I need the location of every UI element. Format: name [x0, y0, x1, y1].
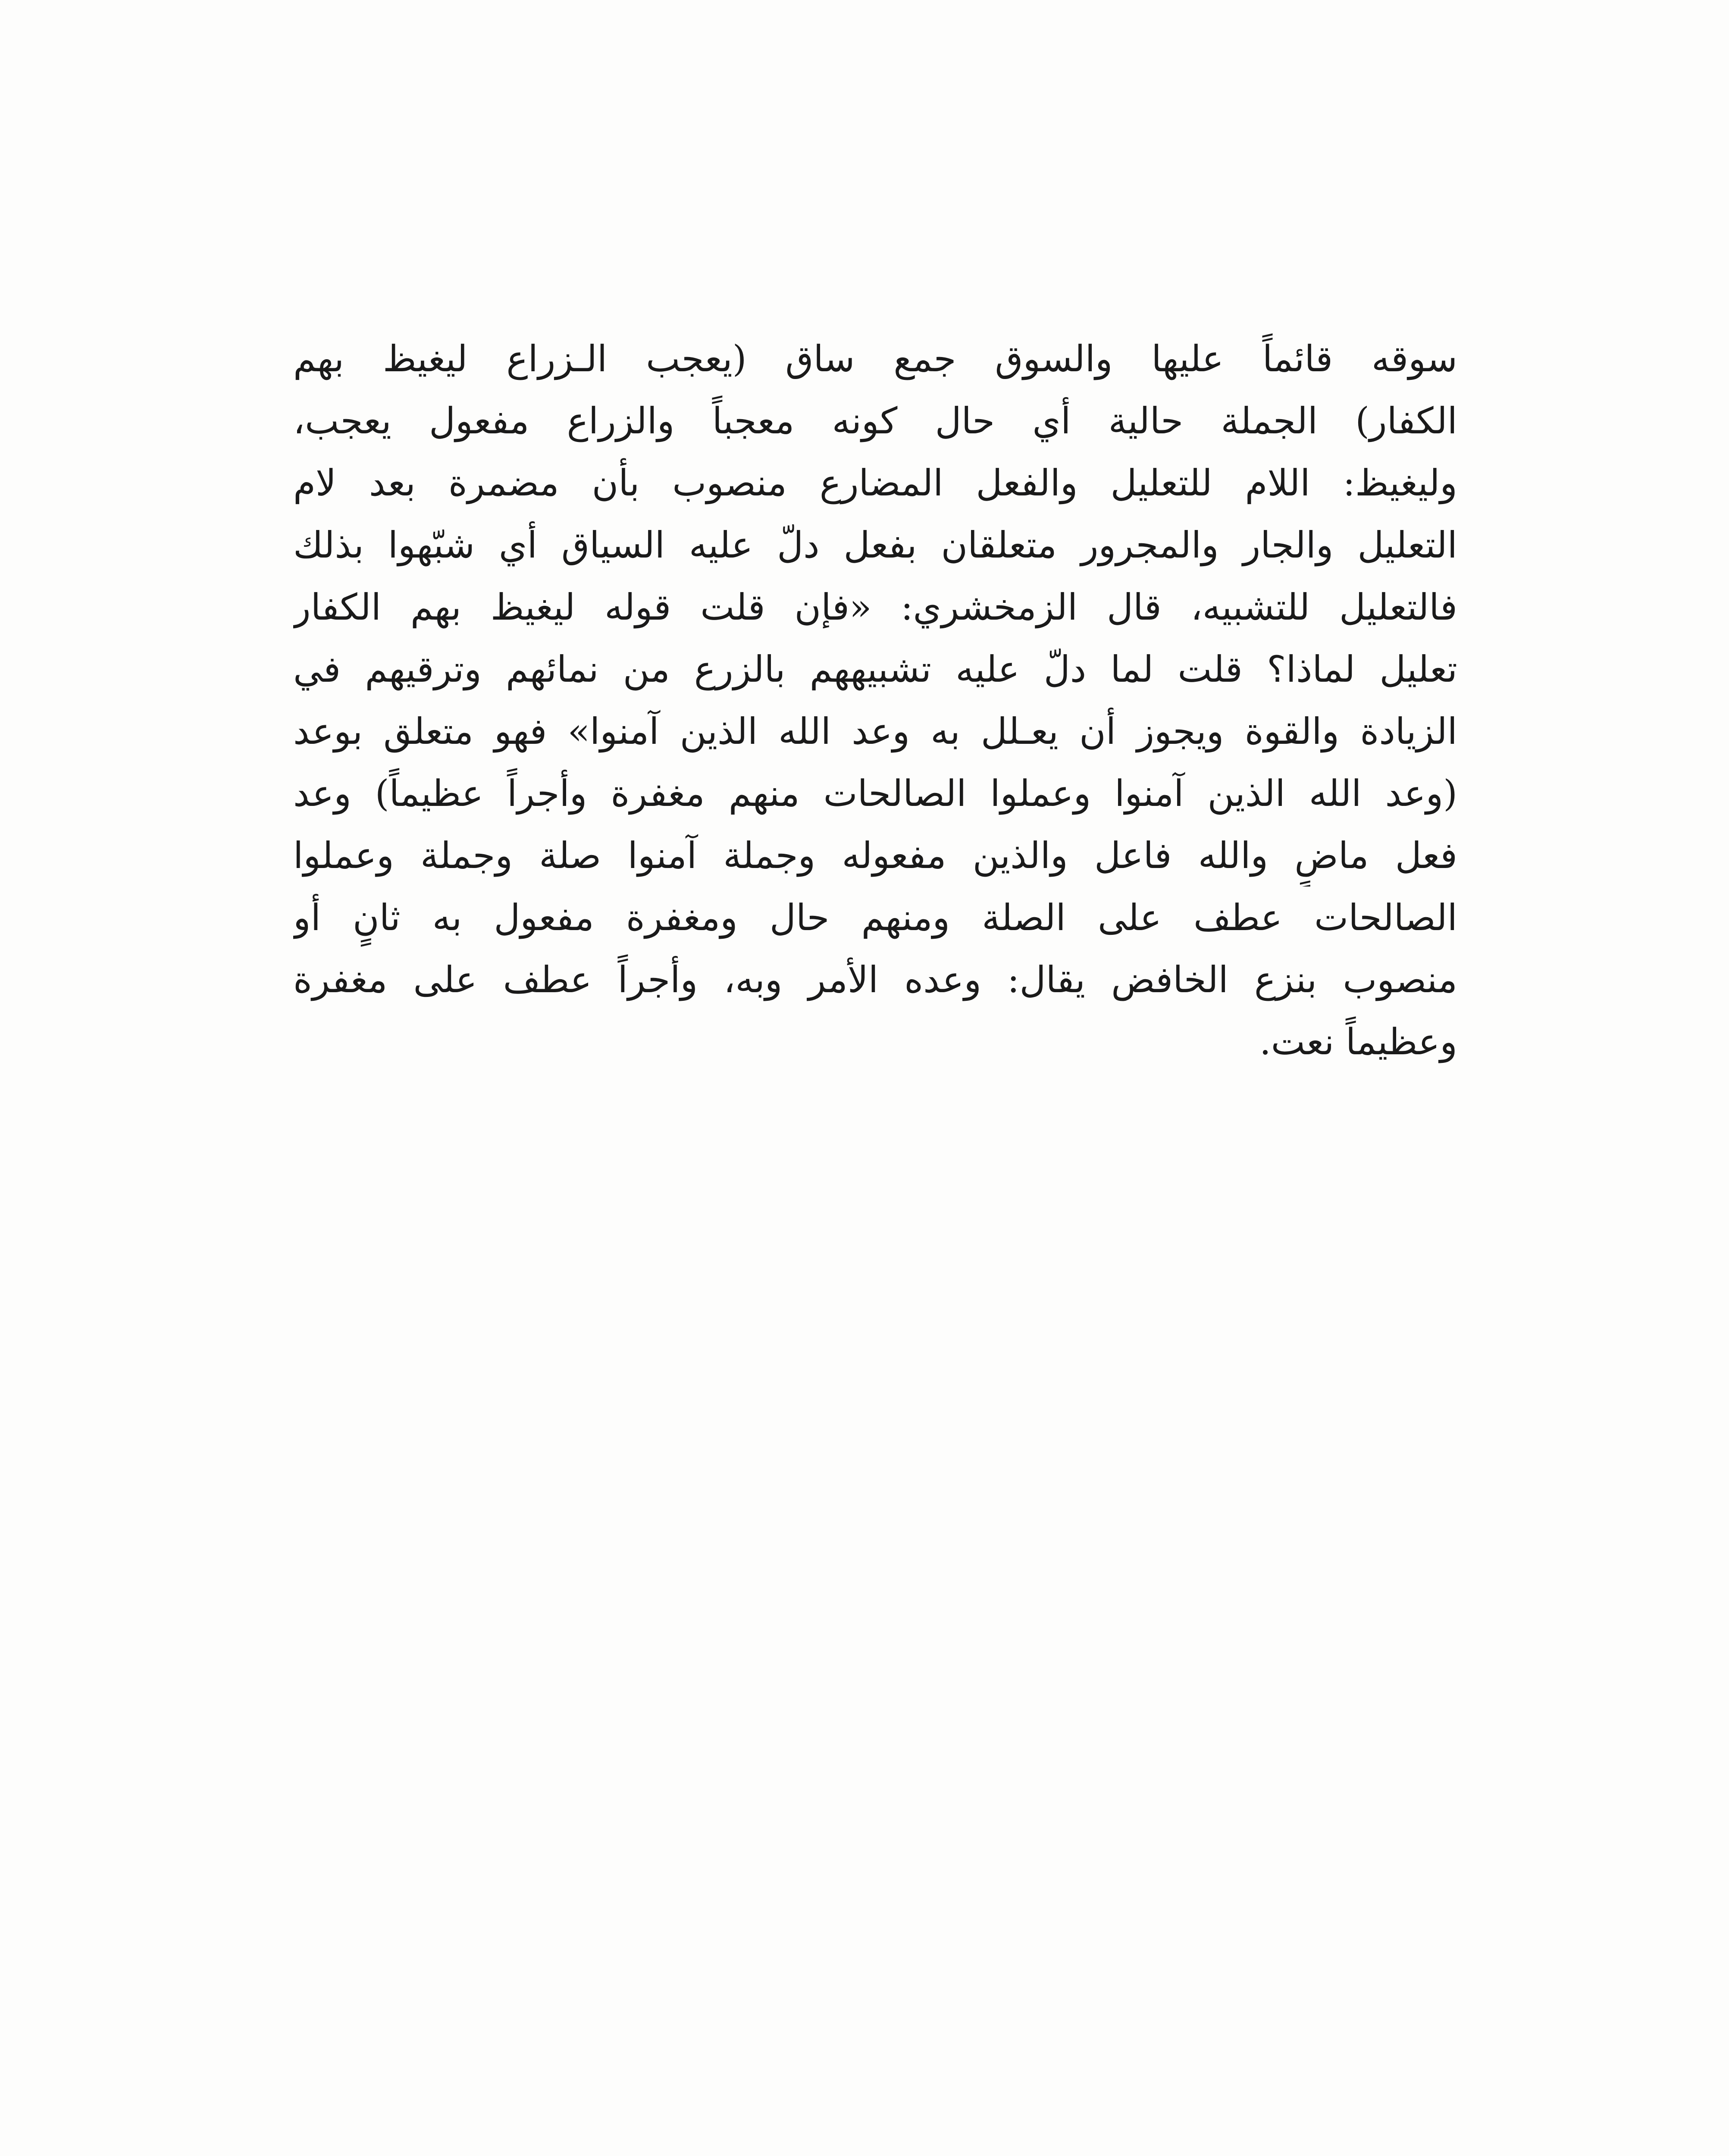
text-line: فعل ماضٍ والله فاعل والذين مفعوله وجملة آمنوا صلة وجملة وعملوا	[293, 834, 1457, 877]
text-line: التعليل والجار والمجرور متعلقان بفعل دلّ عليه السياق أي شبّهوا بذلك	[293, 524, 1457, 566]
text-line: وليغيظ: اللام للتعليل والفعل المضارع منصوب بأن مضمرة بعد لام	[293, 462, 1457, 504]
text-line: منصوب بنزع الخافض يقال: وعده الأمر وبه، وأجراً عطف على مغفرة	[293, 959, 1457, 1001]
text-line: (وعد الله الذين آمنوا وعملوا الصالحات منهم مغفرة وأجراً عظيماً) وعد	[293, 772, 1457, 815]
text-line: الكفار) الجملة حالية أي حال كونه معجباً والزراع مفعول يعجب،	[293, 400, 1457, 442]
text-line: تعليل لماذا؟ قلت لما دلّ عليه تشبيههم بالزرع من نمائهم وترقيهم في	[293, 648, 1457, 690]
text-line: الصالحات عطف على الصلة ومنهم حال ومغفرة مفعول به ثانٍ أو	[293, 896, 1457, 939]
text-line: فالتعليل للتشبيه، قال الزمخشري: «فإن قلت قوله ليغيظ بهم الكفار	[293, 586, 1457, 628]
text-line: سوقه قائماً عليها والسوق جمع ساق (يعجب الـزراع ليغيظ بهم	[293, 338, 1457, 380]
text-line: الزيادة والقوة ويجوز أن يعـلل به وعد الله الذين آمنوا» فهو متعلق بوعد	[293, 710, 1457, 752]
text-line: وعظيماً نعت.	[1259, 1021, 1457, 1063]
body-text	[293, 328, 1457, 1073]
